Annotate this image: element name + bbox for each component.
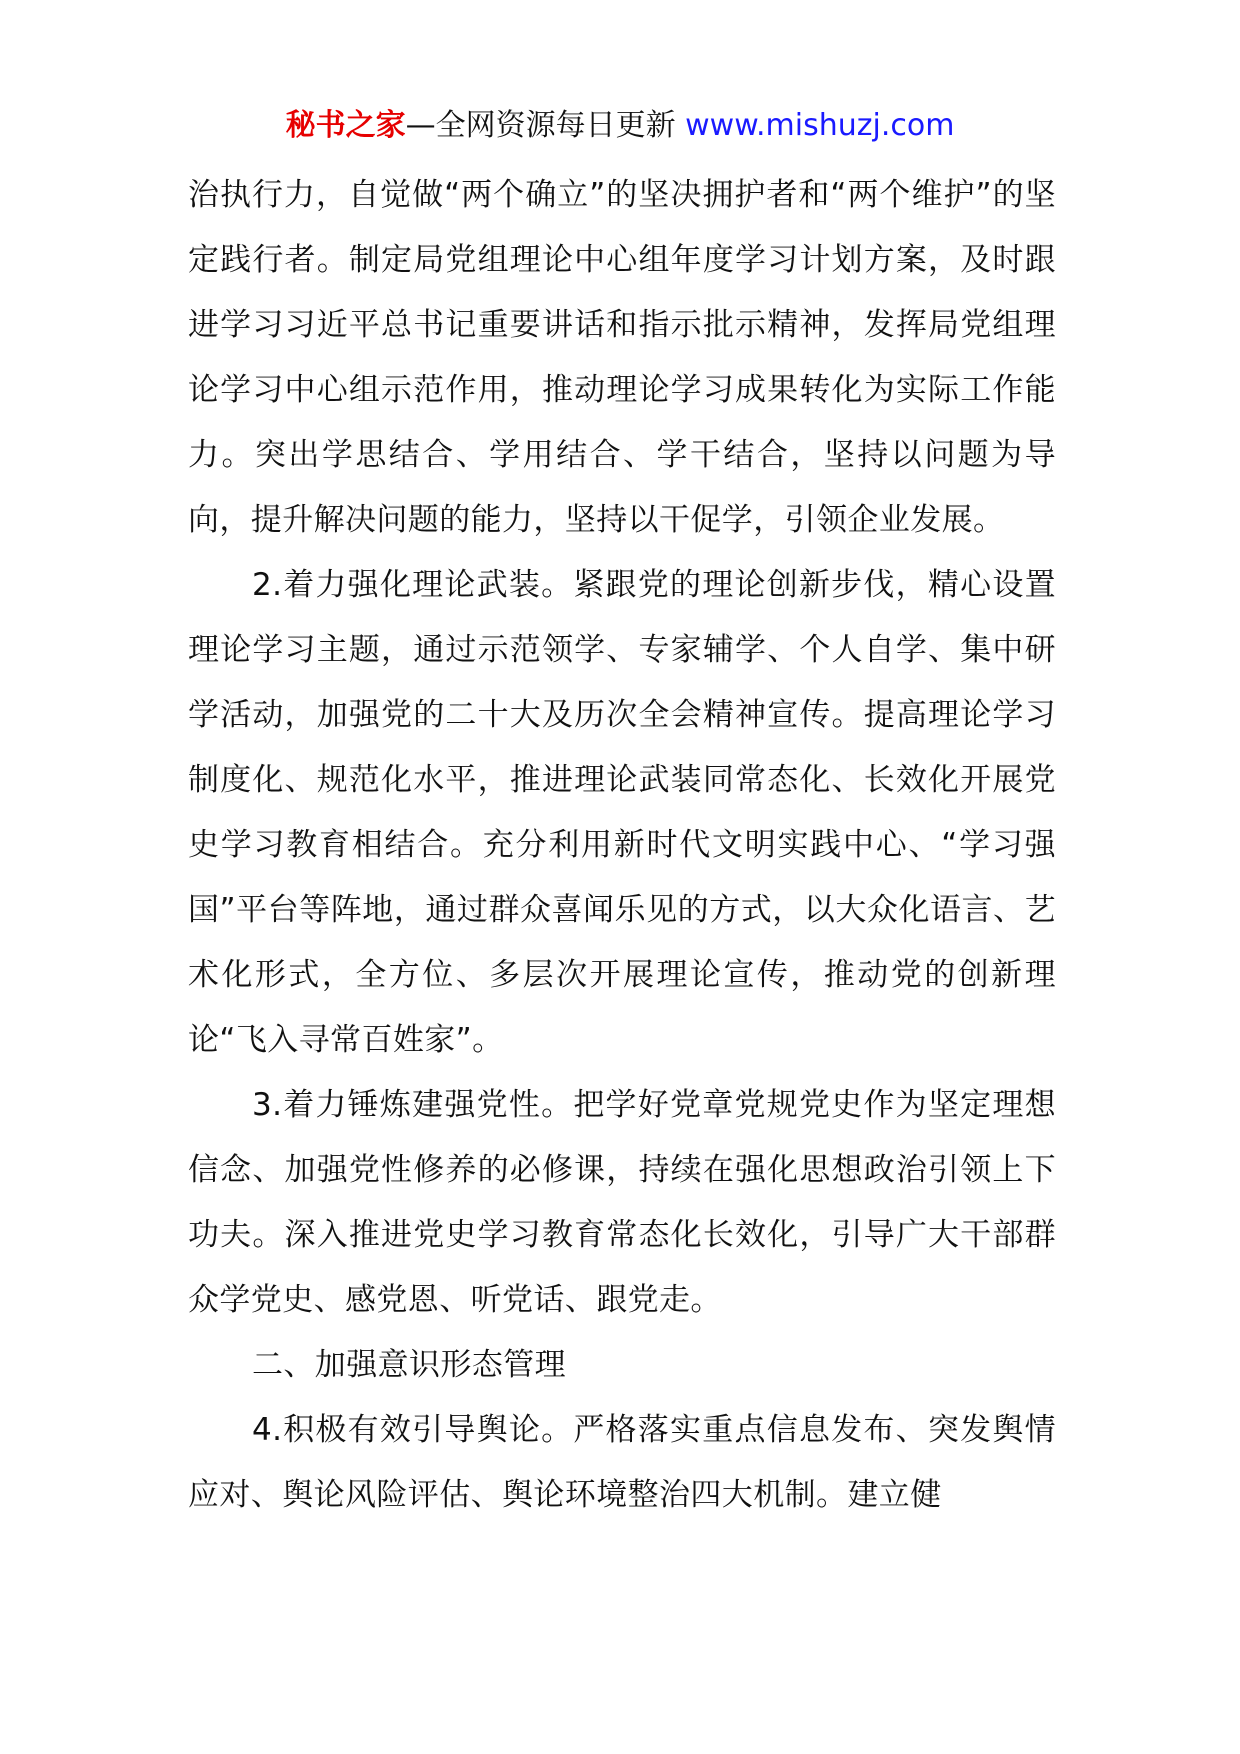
section-heading-2: 二、加强意识形态管理 [252,1347,566,1383]
paragraph-continuation: 治执行力，自觉做“两个确立”的坚决拥护者和“两个维护”的坚定践行者。制定局党组理论中心组年度学习计划方案，及时跟进学习习近平总书记重要讲话和指示批示精神，发挥局党组理论学习中心组示范作用，推动理论学习成果转化为实际工作能力。突出学思结合、学用结合、学干结合，坚持以问题为导向，提升解决问题的能力，坚持以干促学，引领企业发展。 [188,177,1056,538]
document-body [188,163,1056,1528]
site-header [0,104,1240,148]
paragraph-item-4: 4.积极有效引导舆论。严格落实重点信息发布、突发舆情应对、舆论风险评估、舆论环境整治四大机制。建立健 [188,1412,1056,1513]
paragraph-item-2: 2.着力强化理论武装。紧跟党的理论创新步伐，精心设置理论学习主题，通过示范领学、专家辅学、个人自学、集中研学活动，加强党的二十大及历次全会精神宣传。提高理论学习制度化、规范化水平，推进理论武装同常态化、长效化开展党史学习教育相结合。充分利用新时代文明实践中心、“学习强国”平台等阵地，通过群众喜闻乐见的方式，以大众化语言、艺术化形式，全方位、多层次开展理论宣传，推动党的创新理论“飞入寻常百姓家”。 [188,567,1056,1058]
site-brand: 秘书之家 [285,108,406,143]
site-url-link[interactable]: www.mishuzj.com [685,108,955,143]
site-tagline: —全网资源每日更新 [405,108,686,143]
paragraph-item-3: 3.着力锤炼建强党性。把学好党章党规党史作为坚定理想信念、加强党性修养的必修课，持续在强化思想政治引领上下功夫。深入推进党史学习教育常态化长效化，引导广大干部群众学党史、感党恩、听党话、跟党走。 [188,1087,1056,1318]
